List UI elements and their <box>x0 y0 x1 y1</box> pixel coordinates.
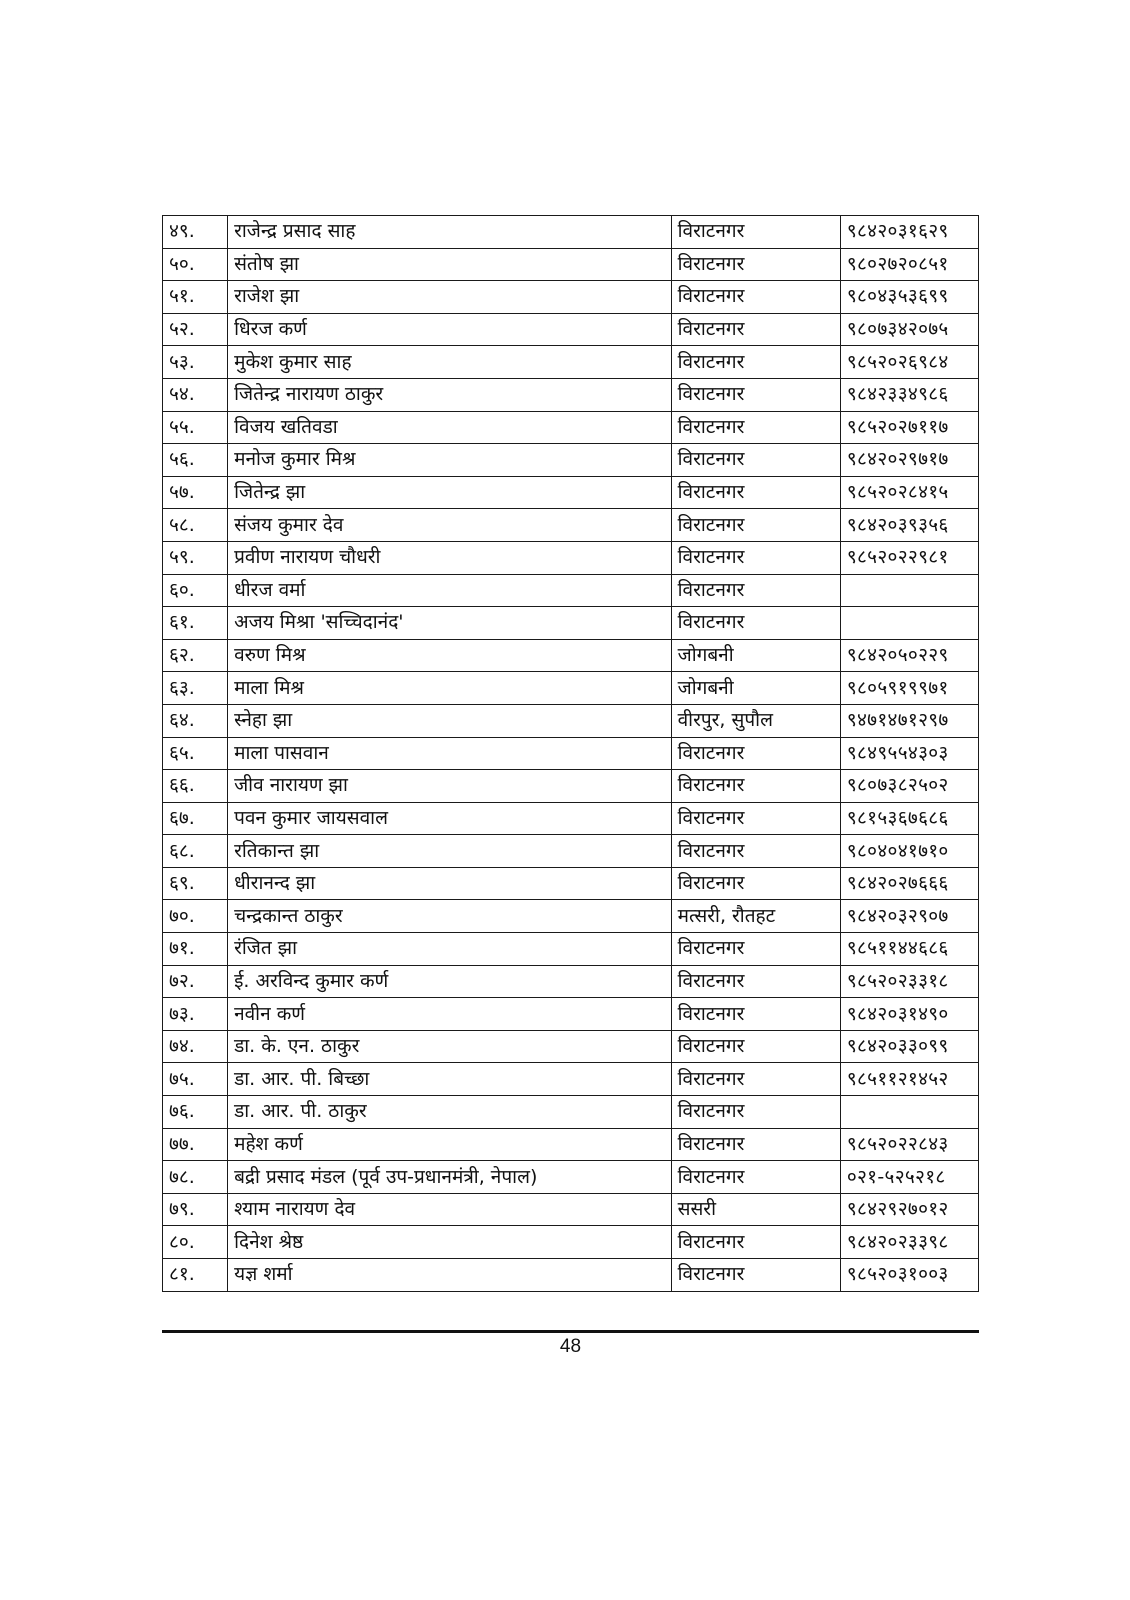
table-row <box>163 281 979 314</box>
phone-cell: ९८४२०२७६६६ <box>840 867 978 900</box>
phone-cell: ९८४२०३९३५६ <box>840 509 978 542</box>
serial-number-cell: ५४. <box>163 378 228 411</box>
name-cell: संतोष झा <box>228 248 672 281</box>
footer-rule <box>162 1330 979 1333</box>
table-row <box>163 1128 979 1161</box>
phone-cell <box>840 607 978 640</box>
phone-cell: ९८४२०५०२२९ <box>840 639 978 672</box>
serial-number-cell: ८०. <box>163 1226 228 1259</box>
place-cell: विराटनगर <box>671 867 840 900</box>
serial-number-cell: ६१. <box>163 607 228 640</box>
phone-cell: ९८५२०२६९८४ <box>840 346 978 379</box>
place-cell: विराटनगर <box>671 1030 840 1063</box>
serial-number-cell: ५६. <box>163 444 228 477</box>
name-cell: विजय खतिवडा <box>228 411 672 444</box>
table-row <box>163 1259 979 1292</box>
name-cell: अजय मिश्रा 'सच्चिदानंद' <box>228 607 672 640</box>
name-cell: महेश कर्ण <box>228 1128 672 1161</box>
phone-cell: ९८५११४४६८६ <box>840 933 978 966</box>
place-cell: विराटनगर <box>671 933 840 966</box>
serial-number-cell: ७४. <box>163 1030 228 1063</box>
serial-number-cell: ६६. <box>163 770 228 803</box>
phone-cell: ९८०७३४२०७५ <box>840 313 978 346</box>
serial-number-cell: ५१. <box>163 281 228 314</box>
name-cell: बद्री प्रसाद मंडल (पूर्व उप-प्रधानमंत्री, नेपाल) <box>228 1161 672 1194</box>
name-cell: मनोज कुमार मिश्र <box>228 444 672 477</box>
serial-number-cell: ६२. <box>163 639 228 672</box>
phone-cell: ९८४२९२७०१२ <box>840 1193 978 1226</box>
place-cell: विराटनगर <box>671 965 840 998</box>
phone-cell: ९८४२०३१४९० <box>840 998 978 1031</box>
name-cell: यज्ञ शर्मा <box>228 1259 672 1292</box>
name-cell: माला पासवान <box>228 737 672 770</box>
name-cell: जीव नारायण झा <box>228 770 672 803</box>
name-cell: श्याम नारायण देव <box>228 1193 672 1226</box>
phone-cell: ९८४२०२९७१७ <box>840 444 978 477</box>
phone-cell: ९४७१४७१२९७ <box>840 704 978 737</box>
phone-cell: ९८०५९१९९७१ <box>840 672 978 705</box>
place-cell: विराटनगर <box>671 444 840 477</box>
serial-number-cell: ८१. <box>163 1259 228 1292</box>
name-cell: पवन कुमार जायसवाल <box>228 802 672 835</box>
name-cell: धीरानन्द झा <box>228 867 672 900</box>
table-row <box>163 411 979 444</box>
phone-cell: ९८४२०३१६२९ <box>840 216 978 249</box>
table-row <box>163 802 979 835</box>
phone-cell: ९८५२०२३३१८ <box>840 965 978 998</box>
phone-cell <box>840 1096 978 1129</box>
place-cell: विराटनगर <box>671 248 840 281</box>
place-cell: मत्सरी, रौतहट <box>671 900 840 933</box>
serial-number-cell: ५३. <box>163 346 228 379</box>
serial-number-cell: ७६. <box>163 1096 228 1129</box>
serial-number-cell: ५८. <box>163 509 228 542</box>
name-cell: प्रवीण नारायण चौधरी <box>228 541 672 574</box>
phone-cell: ९८४९५५४३०३ <box>840 737 978 770</box>
table-row <box>163 1161 979 1194</box>
place-cell: ससरी <box>671 1193 840 1226</box>
name-cell: जितेन्द्र झा <box>228 476 672 509</box>
serial-number-cell: ७७. <box>163 1128 228 1161</box>
name-cell: राजेन्द्र प्रसाद साह <box>228 216 672 249</box>
table-row <box>163 998 979 1031</box>
place-cell: विराटनगर <box>671 411 840 444</box>
place-cell: विराटनगर <box>671 476 840 509</box>
name-cell: माला मिश्र <box>228 672 672 705</box>
table-row <box>163 900 979 933</box>
phone-cell: ९८५२०२८४१५ <box>840 476 978 509</box>
name-cell: मुकेश कुमार साह <box>228 346 672 379</box>
table-row <box>163 1063 979 1096</box>
place-cell: विराटनगर <box>671 770 840 803</box>
table-row <box>163 378 979 411</box>
phone-cell: ९८०४३५३६९९ <box>840 281 978 314</box>
place-cell: विराटनगर <box>671 1161 840 1194</box>
phone-cell: ९८५२०३१००३ <box>840 1259 978 1292</box>
table-row <box>163 770 979 803</box>
phone-cell: ९८०२७२०८५१ <box>840 248 978 281</box>
place-cell: विराटनगर <box>671 835 840 868</box>
table-row <box>163 607 979 640</box>
phone-cell: ९८१५३६७६८६ <box>840 802 978 835</box>
place-cell: जोगबनी <box>671 639 840 672</box>
table-row <box>163 672 979 705</box>
name-cell: ई. अरविन्द कुमार कर्ण <box>228 965 672 998</box>
name-cell: जितेन्द्र नारायण ठाकुर <box>228 378 672 411</box>
name-cell: नवीन कर्ण <box>228 998 672 1031</box>
table-row <box>163 867 979 900</box>
place-cell: विराटनगर <box>671 1063 840 1096</box>
name-cell: डा. के. एन. ठाकुर <box>228 1030 672 1063</box>
serial-number-cell: ५७. <box>163 476 228 509</box>
place-cell: विराटनगर <box>671 509 840 542</box>
place-cell: विराटनगर <box>671 281 840 314</box>
serial-number-cell: ७०. <box>163 900 228 933</box>
name-cell: संजय कुमार देव <box>228 509 672 542</box>
page-number: 48 <box>559 1336 582 1357</box>
phone-cell: ९८०७३८२५०२ <box>840 770 978 803</box>
serial-number-cell: ७९. <box>163 1193 228 1226</box>
table-row <box>163 704 979 737</box>
place-cell: विराटनगर <box>671 1226 840 1259</box>
serial-number-cell: ६०. <box>163 574 228 607</box>
name-cell: रंजित झा <box>228 933 672 966</box>
place-cell: विराटनगर <box>671 574 840 607</box>
place-cell: जोगबनी <box>671 672 840 705</box>
name-cell: दिनेश श्रेष्ठ <box>228 1226 672 1259</box>
table-row <box>163 509 979 542</box>
name-cell: स्नेहा झा <box>228 704 672 737</box>
place-cell: विराटनगर <box>671 1128 840 1161</box>
serial-number-cell: ७१. <box>163 933 228 966</box>
phone-cell: ०२१-५२५२१८ <box>840 1161 978 1194</box>
name-cell: धीरज वर्मा <box>228 574 672 607</box>
serial-number-cell: ६९. <box>163 867 228 900</box>
place-cell: विराटनगर <box>671 346 840 379</box>
place-cell: विराटनगर <box>671 216 840 249</box>
place-cell: विराटनगर <box>671 1259 840 1292</box>
serial-number-cell: ६५. <box>163 737 228 770</box>
serial-number-cell: ६४. <box>163 704 228 737</box>
table-row <box>163 639 979 672</box>
place-cell: विराटनगर <box>671 607 840 640</box>
table-row <box>163 1030 979 1063</box>
place-cell: विराटनगर <box>671 378 840 411</box>
place-cell: विराटनगर <box>671 313 840 346</box>
place-cell: विराटनगर <box>671 802 840 835</box>
serial-number-cell: ७५. <box>163 1063 228 1096</box>
name-cell: चन्द्रकान्त ठाकुर <box>228 900 672 933</box>
name-cell: डा. आर. पी. बिच्छा <box>228 1063 672 1096</box>
phone-cell: ९८४२०३२९०७ <box>840 900 978 933</box>
table-row <box>163 737 979 770</box>
place-cell: विराटनगर <box>671 541 840 574</box>
serial-number-cell: ७३. <box>163 998 228 1031</box>
phone-cell: ९८४२०२३३९८ <box>840 1226 978 1259</box>
table-row <box>163 574 979 607</box>
phone-cell <box>840 574 978 607</box>
table-row <box>163 933 979 966</box>
table-row <box>163 476 979 509</box>
table-row <box>163 248 979 281</box>
contact-list-sheet <box>162 215 979 1292</box>
serial-number-cell: ५५. <box>163 411 228 444</box>
place-cell: विराटनगर <box>671 737 840 770</box>
serial-number-cell: ५०. <box>163 248 228 281</box>
table-row <box>163 444 979 477</box>
place-cell: विराटनगर <box>671 998 840 1031</box>
table-row <box>163 965 979 998</box>
table-row <box>163 313 979 346</box>
name-cell: वरुण मिश्र <box>228 639 672 672</box>
serial-number-cell: ५२. <box>163 313 228 346</box>
name-cell: धिरज कर्ण <box>228 313 672 346</box>
contact-table-body <box>163 216 979 1292</box>
serial-number-cell: ६८. <box>163 835 228 868</box>
table-row <box>163 346 979 379</box>
table-row <box>163 1226 979 1259</box>
table-row <box>163 541 979 574</box>
serial-number-cell: ६३. <box>163 672 228 705</box>
phone-cell: ९८५२०२२९८१ <box>840 541 978 574</box>
place-cell: वीरपुर, सुपौल <box>671 704 840 737</box>
phone-cell: ९८५११२१४५२ <box>840 1063 978 1096</box>
serial-number-cell: ६७. <box>163 802 228 835</box>
name-cell: डा. आर. पी. ठाकुर <box>228 1096 672 1129</box>
table-row <box>163 1096 979 1129</box>
serial-number-cell: ५९. <box>163 541 228 574</box>
phone-cell: ९८५२०२७११७ <box>840 411 978 444</box>
serial-number-cell: ७२. <box>163 965 228 998</box>
serial-number-cell: ४९. <box>163 216 228 249</box>
serial-number-cell: ७८. <box>163 1161 228 1194</box>
contact-table <box>162 215 979 1292</box>
place-cell: विराटनगर <box>671 1096 840 1129</box>
name-cell: रतिकान्त झा <box>228 835 672 868</box>
phone-cell: ९८५२०२२८४३ <box>840 1128 978 1161</box>
name-cell: राजेश झा <box>228 281 672 314</box>
phone-cell: ९८०४०४१७१० <box>840 835 978 868</box>
phone-cell: ९८४२०३३०९९ <box>840 1030 978 1063</box>
table-row <box>163 216 979 249</box>
table-row <box>163 1193 979 1226</box>
table-row <box>163 835 979 868</box>
phone-cell: ९८४२३३४९८६ <box>840 378 978 411</box>
